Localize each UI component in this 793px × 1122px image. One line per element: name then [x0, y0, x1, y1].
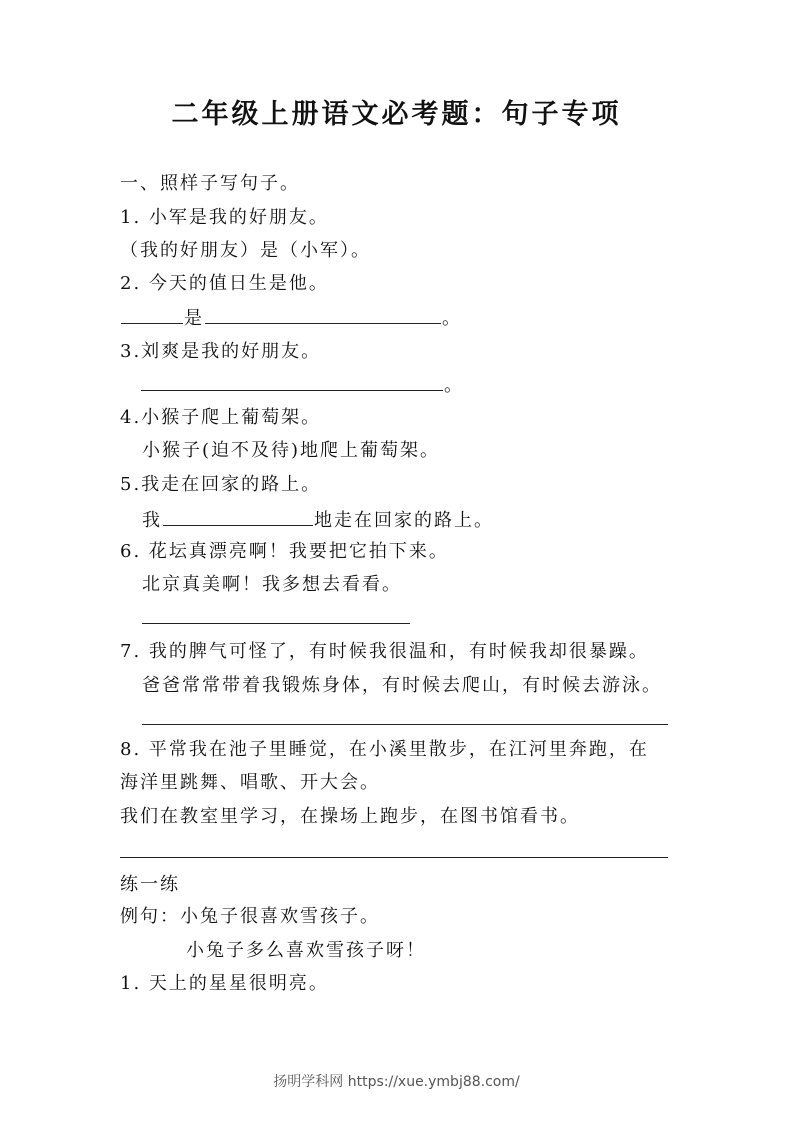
example-transformed: 小兔子多么喜欢雪孩子呀！: [186, 940, 426, 961]
section-heading: 一、照样子写句子。: [120, 173, 300, 194]
example-label: 例句：: [120, 906, 180, 927]
example-6: 北京真美啊！我多想去看看。: [142, 574, 402, 595]
answer-blank[interactable]: [141, 372, 443, 391]
question-7: 7. 我的脾气可怪了，有时候我很温和，有时候我却很暴躁。: [120, 641, 649, 662]
question-8-line-2: 海洋里跳舞、唱歌、开大会。: [120, 772, 380, 793]
answer-period: 。: [444, 375, 464, 396]
example-1: （我的好朋友）是（小军）。: [120, 240, 371, 261]
question-6: 6. 花坛真漂亮啊！我要把它拍下来。: [120, 541, 449, 562]
practice-heading: 练一练: [120, 874, 180, 895]
question-1: 1. 小军是我的好朋友。: [120, 207, 329, 228]
example-4: 小猴子(迫不及待)地爬上葡萄架。: [142, 440, 441, 461]
answer-line-5: [142, 507, 494, 533]
question-2: 2. 今天的值日生是他。: [120, 273, 329, 294]
answer-end: 地走在回家的路上。: [314, 510, 494, 531]
page-title: 二年级上册语文必考题：句子专项: [171, 99, 622, 130]
practice-example: [120, 905, 380, 929]
footer-watermark: 扬明学科网 https://xue.ymbj88.com/: [273, 1074, 520, 1090]
answer-blank[interactable]: [121, 305, 183, 324]
answer-line-8[interactable]: [120, 857, 668, 858]
answer-line-6[interactable]: [142, 623, 410, 624]
question-8-line-1: 8. 平常我在池子里睡觉，在小溪里散步，在江河里奔跑，在: [120, 739, 649, 760]
answer-connector: 是: [184, 308, 204, 329]
answer-start: 我: [142, 510, 162, 531]
example-8: 我们在教室里学习，在操场上跑步，在图书馆看书。: [120, 806, 580, 827]
answer-period: 。: [442, 308, 462, 329]
question-3: 3.刘爽是我的好朋友。: [120, 341, 322, 362]
question-5: 5.我走在回家的路上。: [120, 474, 322, 495]
question-4: 4.小猴子爬上葡萄架。: [120, 407, 322, 428]
answer-line-3: [140, 372, 464, 398]
practice-question-1: 1. 天上的星星很明亮。: [120, 973, 329, 994]
answer-line-2: [120, 305, 462, 331]
example-7: 爸爸常常带着我锻炼身体，有时候去爬山，有时候去游泳。: [142, 675, 662, 696]
answer-line-7[interactable]: [142, 724, 668, 725]
answer-blank[interactable]: [163, 507, 313, 526]
example-original: 小兔子很喜欢雪孩子。: [180, 906, 380, 927]
answer-blank[interactable]: [205, 305, 441, 324]
